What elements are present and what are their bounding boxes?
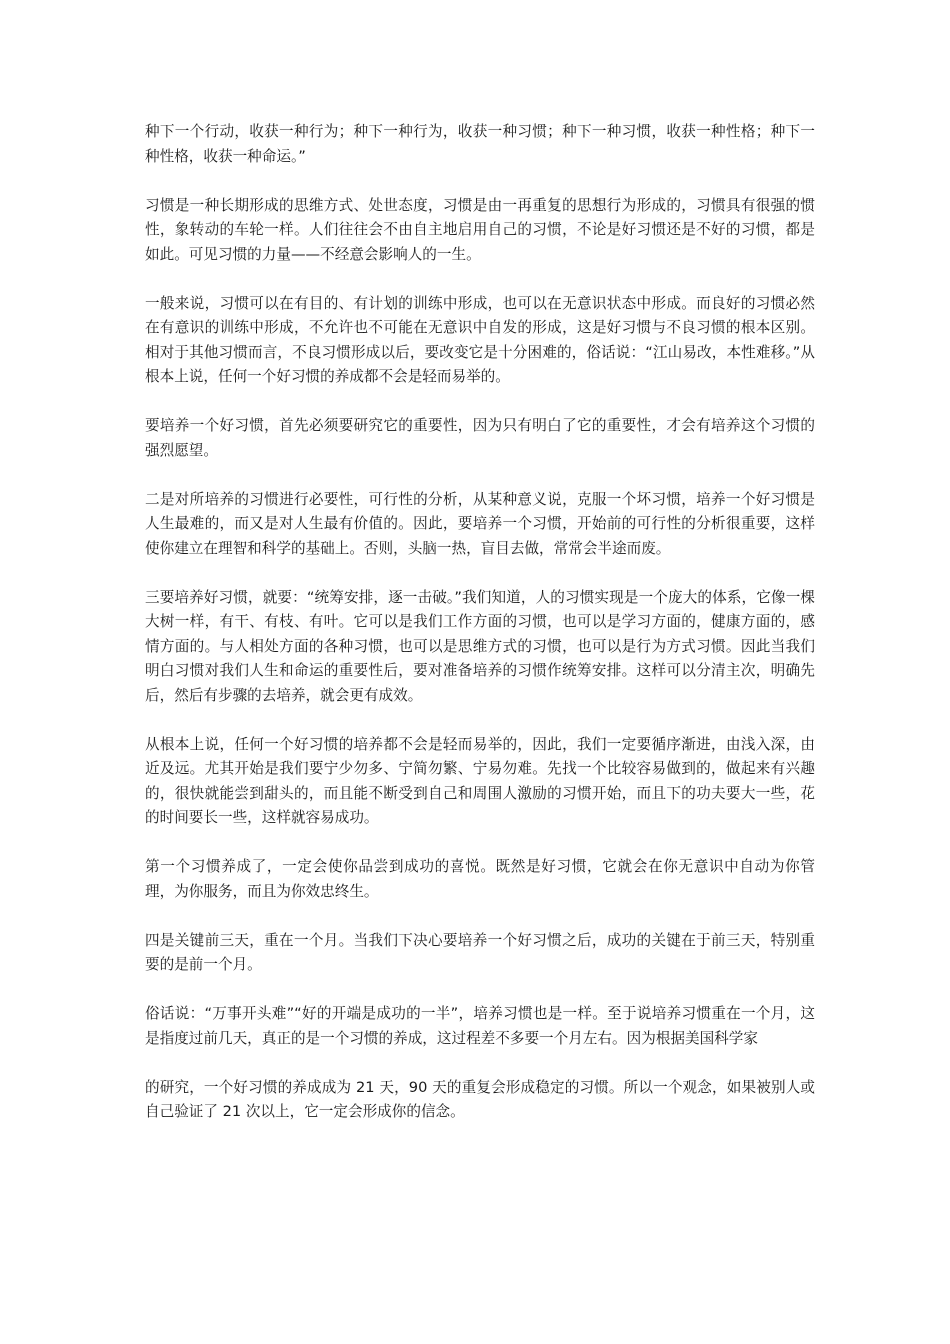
paragraph-10: 俗话说：“万事开头难”“好的开端是成功的一半”，培养习惯也是一样。至于说培养习惯重在一个月，这是指度过前几天，真正的是一个习惯的养成，这过程差不多要一个月左右。因为根据美国科学家 <box>145 1005 815 1047</box>
paragraph-2: 习惯是一种长期形成的思维方式、处世态度，习惯是由一再重复的思想行为形成的，习惯具有很强的惯性，象转动的车轮一样。人们往往会不由自主地启用自己的习惯，不论是好习惯还是不好的习惯，都是如此。可见习惯的力量——不经意会影响人的一生。 <box>145 196 815 263</box>
paragraph-11: 的研究，一个好习惯的养成成为 21 天，90 天的重复会形成稳定的习惯。所以一个观念，如果被别人或自己验证了 21 次以上，它一定会形成你的信念。 <box>145 1078 815 1120</box>
paragraph-3: 一般来说，习惯可以在有目的、有计划的训练中形成，也可以在无意识状态中形成。而良好的习惯必然在有意识的训练中形成，不允许也不可能在无意识中自发的形成，这是好习惯与不良习惯的根本区别。相对于其他习惯而言，不良习惯形成以后，要改变它是十分困难的，俗话说：“江山易改，本性难移。”从根本上说，任何一个好习惯的养成都不会是轻而易举的。 <box>145 294 815 385</box>
paragraph-9: 四是关键前三天，重在一个月。当我们下决心要培养一个好习惯之后，成功的关键在于前三天，特别重要的是前一个月。 <box>145 931 815 973</box>
paragraph-5: 二是对所培养的习惯进行必要性，可行性的分析，从某种意义说，克服一个坏习惯，培养一个好习惯是人生最难的，而又是对人生最有价值的。因此，要培养一个习惯，开始前的可行性的分析很重要，这样使你建立在理智和科学的基础上。否则，头脑一热，盲目去做，常常会半途而废。 <box>145 490 815 557</box>
paragraph-4: 要培养一个好习惯，首先必须要研究它的重要性，因为只有明白了它的重要性，才会有培养这个习惯的强烈愿望。 <box>145 417 815 459</box>
paragraph-8: 第一个习惯养成了，一定会使你品尝到成功的喜悦。既然是好习惯，它就会在你无意识中自动为你管理，为你服务，而且为你效忠终生。 <box>145 858 815 900</box>
paragraph-1: 种下一个行动，收获一种行为；种下一种行为，收获一种习惯；种下一种习惯，收获一种性格；种下一种性格，收获一种命运。” <box>145 123 815 165</box>
document-body <box>145 120 815 1149</box>
paragraph-6: 三要培养好习惯，就要：“统筹安排，逐一击破。”我们知道，人的习惯实现是一个庞大的体系，它像一棵大树一样，有干、有枝、有叶。它可以是我们工作方面的习惯，也可以是学习方面的，健康方面的，感情方面的。与人相处方面的各种习惯，也可以是思维方式的习惯，也可以是行为方式习惯。因此当我们明白习惯对我们人生和命运的重要性后，要对准备培养的习惯作统筹安排。这样可以分清主次，明确先后，然后有步骤的去培养，就会更有成效。 <box>145 588 815 704</box>
paragraph-7: 从根本上说，任何一个好习惯的培养都不会是轻而易举的，因此，我们一定要循序渐进，由浅入深，由近及远。尤其开始是我们要宁少勿多、宁简勿繁、宁易勿难。先找一个比较容易做到的，做起来有兴趣的，很快就能尝到甜头的，而且能不断受到自己和周围人激励的习惯开始，而且下的功夫要大一些，花的时间要长一些，这样就容易成功。 <box>145 735 815 826</box>
